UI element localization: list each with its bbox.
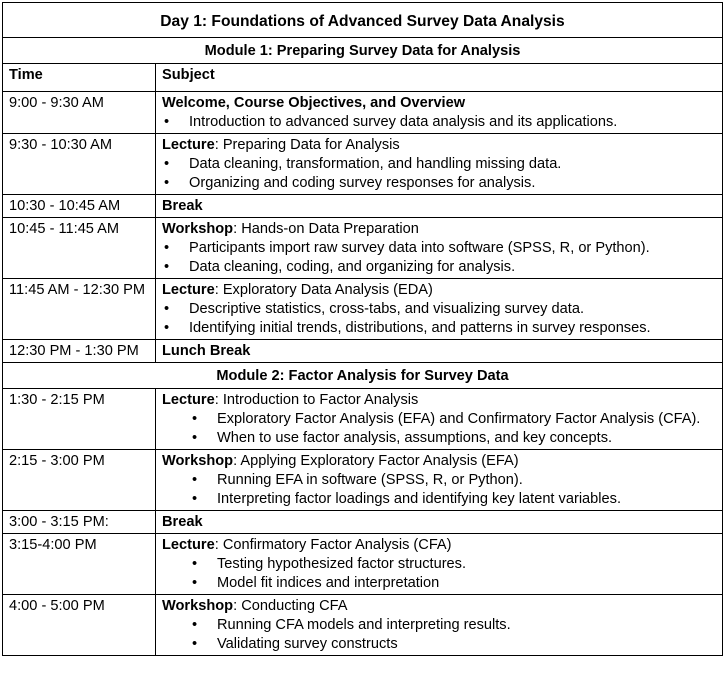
schedule-row [3,511,723,534]
subject-cell [156,134,723,195]
subject-cell [156,218,723,279]
session-title [162,220,716,239]
session-title [162,197,716,216]
subject-header: Subject [156,64,723,92]
schedule-row [3,389,723,450]
session-label: Lunch Break [162,343,251,359]
header-row [3,64,723,92]
session-label: Lecture [162,282,215,298]
time-cell: 11:45 AM - 12:30 PM [3,279,156,340]
bullet-item: • Participants import raw survey data into software (SPSS, R, or Python). [162,239,716,258]
session-topic: : Introduction to Factor Analysis [214,392,419,408]
schedule-row [3,195,723,218]
schedule-row [3,450,723,511]
bullet-list [162,239,716,277]
session-topic: : Conducting CFA [233,598,348,614]
bullet-item: • Data cleaning, coding, and organizing for analysis. [162,258,716,277]
schedule-row [3,340,723,363]
session-label: Workshop [162,453,234,469]
session-topic: : Applying Exploratory Factor Analysis (EFA) [233,453,519,469]
session-title [162,513,716,532]
session-label: Break [162,514,203,530]
time-cell: 1:30 - 2:15 PM [3,389,156,450]
subject-cell [156,340,723,363]
schedule-row [3,92,723,134]
bullet-item: • Interpreting factor loadings and identifying key latent variables. [162,490,716,509]
bullet-item: • Running CFA models and interpreting results. [162,616,716,635]
session-topic: : Confirmatory Factor Analysis (CFA) [214,537,452,553]
day-title: Day 1: Foundations of Advanced Survey Data Analysis [3,3,723,38]
bullet-item: • Introduction to advanced survey data analysis and its applications. [162,113,716,132]
session-title [162,342,716,361]
subject-cell [156,279,723,340]
bullet-item: • When to use factor analysis, assumptions, and key concepts. [162,429,716,448]
session-title [162,94,716,113]
bullet-item: • Exploratory Factor Analysis (EFA) and Confirmatory Factor Analysis (CFA). [162,410,716,429]
time-cell: 4:00 - 5:00 PM [3,595,156,656]
time-cell: 10:30 - 10:45 AM [3,195,156,218]
bullet-list [162,471,716,509]
subject-cell [156,450,723,511]
schedule-row [3,218,723,279]
bullet-list [162,410,716,448]
bullet-list [162,555,716,593]
module-row [3,363,723,389]
bullet-item: • Model fit indices and interpretation [162,574,716,593]
session-topic: : Preparing Data for Analysis [214,137,400,153]
time-cell: 3:00 - 3:15 PM: [3,511,156,534]
session-label: Workshop [162,221,234,237]
session-label: Break [162,198,203,214]
bullet-list [162,616,716,654]
time-cell: 10:45 - 11:45 AM [3,218,156,279]
bullet-list [162,155,716,193]
session-topic: : Hands-on Data Preparation [233,221,419,237]
time-cell: 9:30 - 10:30 AM [3,134,156,195]
session-title [162,536,716,555]
subject-cell [156,92,723,134]
bullet-item: • Organizing and coding survey responses for analysis. [162,174,716,193]
schedule-row [3,279,723,340]
time-cell: 2:15 - 3:00 PM [3,450,156,511]
bullet-item: • Data cleaning, transformation, and handling missing data. [162,155,716,174]
bullet-list [162,113,716,132]
session-title [162,136,716,155]
bullet-item: • Descriptive statistics, cross-tabs, and visualizing survey data. [162,300,716,319]
bullet-item: • Validating survey constructs [162,635,716,654]
module-title: Module 2: Factor Analysis for Survey Data [3,363,723,389]
subject-cell [156,511,723,534]
session-title [162,391,716,410]
bullet-list [162,300,716,338]
session-label: Workshop [162,598,234,614]
bullet-item: • Running EFA in software (SPSS, R, or Python). [162,471,716,490]
session-title [162,597,716,616]
session-label: Lecture [162,137,215,153]
session-title [162,452,716,471]
bullet-item: • Testing hypothesized factor structures. [162,555,716,574]
time-cell: 9:00 - 9:30 AM [3,92,156,134]
session-label: Lecture [162,392,215,408]
session-label: Welcome, Course Objectives, and Overview [162,95,466,111]
schedule-row [3,595,723,656]
module-title: Module 1: Preparing Survey Data for Analysis [3,38,723,64]
session-title [162,281,716,300]
time-cell: 12:30 PM - 1:30 PM [3,340,156,363]
session-label: Lecture [162,537,215,553]
subject-cell [156,195,723,218]
title-row [3,3,723,38]
subject-cell [156,595,723,656]
bullet-item: • Identifying initial trends, distributions, and patterns in survey responses. [162,319,716,338]
schedule-table [2,2,723,656]
subject-cell [156,534,723,595]
schedule-row [3,134,723,195]
time-cell: 3:15-4:00 PM [3,534,156,595]
time-header: Time [3,64,156,92]
schedule-row [3,534,723,595]
module-row [3,38,723,64]
schedule-body [3,3,723,656]
subject-cell [156,389,723,450]
session-topic: : Exploratory Data Analysis (EDA) [214,282,433,298]
